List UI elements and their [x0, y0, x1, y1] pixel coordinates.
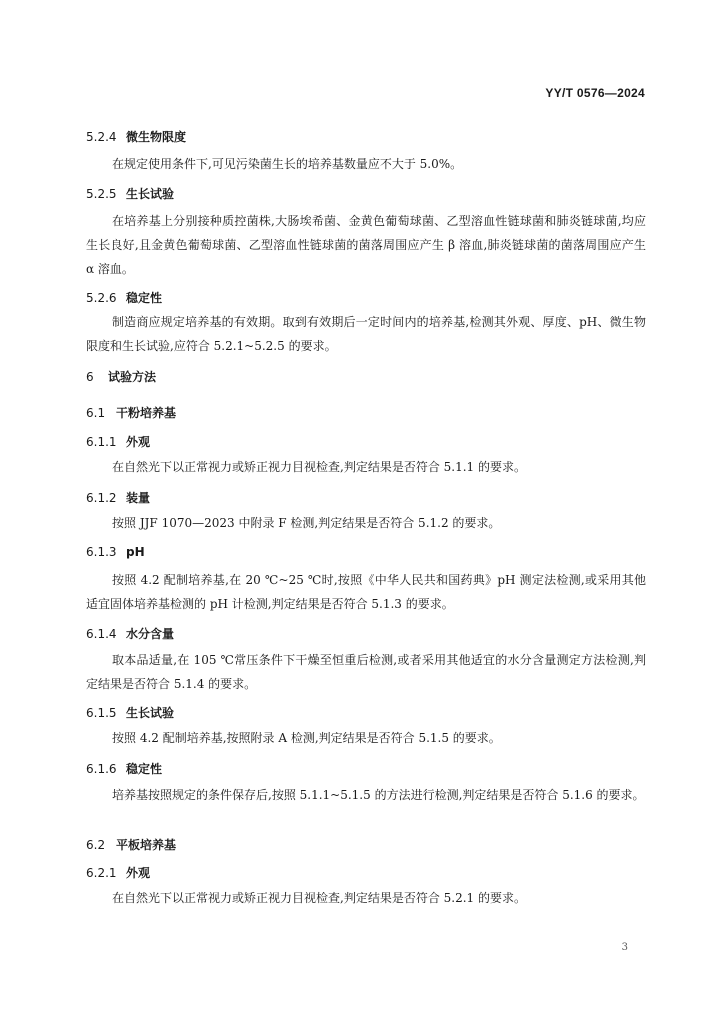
heading-title: 试验方法 — [108, 370, 157, 384]
heading-number: 6.1.6 — [86, 762, 117, 776]
heading-number: 5.2.6 — [86, 291, 117, 305]
heading-number: 6.1 — [86, 406, 106, 420]
heading-5-2-4 — [86, 128, 186, 145]
heading-number: 6.1.4 — [86, 627, 117, 641]
heading-number: 6.1.5 — [86, 706, 117, 720]
heading-6-1 — [86, 404, 176, 421]
paragraph-6-1-5: 按照 4.2 配制培养基,按照附录 A 检测,判定结果是否符合 5.1.5 的要求。 — [112, 731, 501, 745]
heading-6-1-2 — [86, 489, 150, 506]
heading-6-2 — [86, 836, 176, 853]
heading-5-2-5 — [86, 185, 174, 202]
heading-title: 平板培养基 — [116, 838, 177, 852]
heading-number: 6 — [86, 370, 94, 384]
page-number: 3 — [621, 942, 628, 953]
heading-6-1-3 — [86, 545, 145, 559]
paragraph-6-1-4: 取本品适量,在 105 ℃常压条件下干燥至恒重后检测,或者采用其他适宜的水分含量测定方法检测,判定结果是否符合 5.1.4 的要求。 — [86, 653, 646, 691]
heading-5-2-6 — [86, 289, 162, 306]
paragraph-6-1-2: 按照 JJF 1070—2023 中附录 F 检测,判定结果是否符合 5.1.2 的要求。 — [112, 516, 501, 530]
heading-6-1-4 — [86, 625, 174, 642]
heading-title: 外观 — [126, 866, 151, 880]
heading-6-1-5 — [86, 704, 174, 721]
heading-title: 生长试验 — [126, 187, 175, 201]
paragraph-6-1-1: 在自然光下以正常视力或矫正视力目视检查,判定结果是否符合 5.1.1 的要求。 — [112, 460, 526, 474]
heading-title: 装量 — [126, 491, 151, 505]
heading-number: 5.2.4 — [86, 130, 117, 144]
paragraph-6-1-6: 培养基按照规定的条件保存后,按照 5.1.1~5.1.5 的方法进行检测,判定结果是否符合 5.1.6 的要求。 — [112, 788, 645, 802]
heading-number: 6.2 — [86, 838, 106, 852]
heading-title: 稳定性 — [126, 291, 163, 305]
heading-title: pH — [126, 545, 145, 559]
heading-title: 外观 — [126, 435, 151, 449]
heading-number: 6.2.1 — [86, 866, 117, 880]
paragraph-6-2-1: 在自然光下以正常视力或矫正视力目视检查,判定结果是否符合 5.2.1 的要求。 — [112, 891, 526, 905]
heading-6 — [86, 368, 156, 385]
paragraph-5-2-5: 在培养基上分别接种质控菌株,大肠埃希菌、金黄色葡萄球菌、乙型溶血性链球菌和肺炎链球菌,均应生长良好,且金黄色葡萄球菌、乙型溶血性链球菌的菌落周围应产生 β 溶血,肺炎链球菌的菌落周围应产生 α 溶血。 — [86, 214, 646, 276]
heading-6-2-1 — [86, 864, 150, 881]
heading-title: 微生物限度 — [126, 130, 187, 144]
paragraph-6-1-3: 按照 4.2 配制培养基,在 20 ℃~25 ℃时,按照《中华人民共和国药典》pH 测定法检测,或采用其他适宜固体培养基检测的 pH 计检测,判定结果是否符合 5.1.3 的要求。 — [86, 573, 646, 611]
paragraph-5-2-4: 在规定使用条件下,可见污染菌生长的培养基数量应不大于 5.0%。 — [112, 157, 463, 171]
heading-number: 5.2.5 — [86, 187, 117, 201]
heading-title: 干粉培养基 — [116, 406, 177, 420]
paragraph-5-2-6: 制造商应规定培养基的有效期。取到有效期后一定时间内的培养基,检测其外观、厚度、pH、微生物限度和生长试验,应符合 5.2.1~5.2.5 的要求。 — [86, 315, 646, 353]
heading-title: 水分含量 — [126, 627, 175, 641]
standard-number: YY/T 0576—2024 — [545, 86, 645, 100]
heading-number: 6.1.3 — [86, 545, 117, 559]
heading-title: 生长试验 — [126, 706, 175, 720]
heading-6-1-6 — [86, 760, 162, 777]
heading-number: 6.1.1 — [86, 435, 117, 449]
heading-title: 稳定性 — [126, 762, 163, 776]
heading-6-1-1 — [86, 433, 150, 450]
heading-number: 6.1.2 — [86, 491, 117, 505]
